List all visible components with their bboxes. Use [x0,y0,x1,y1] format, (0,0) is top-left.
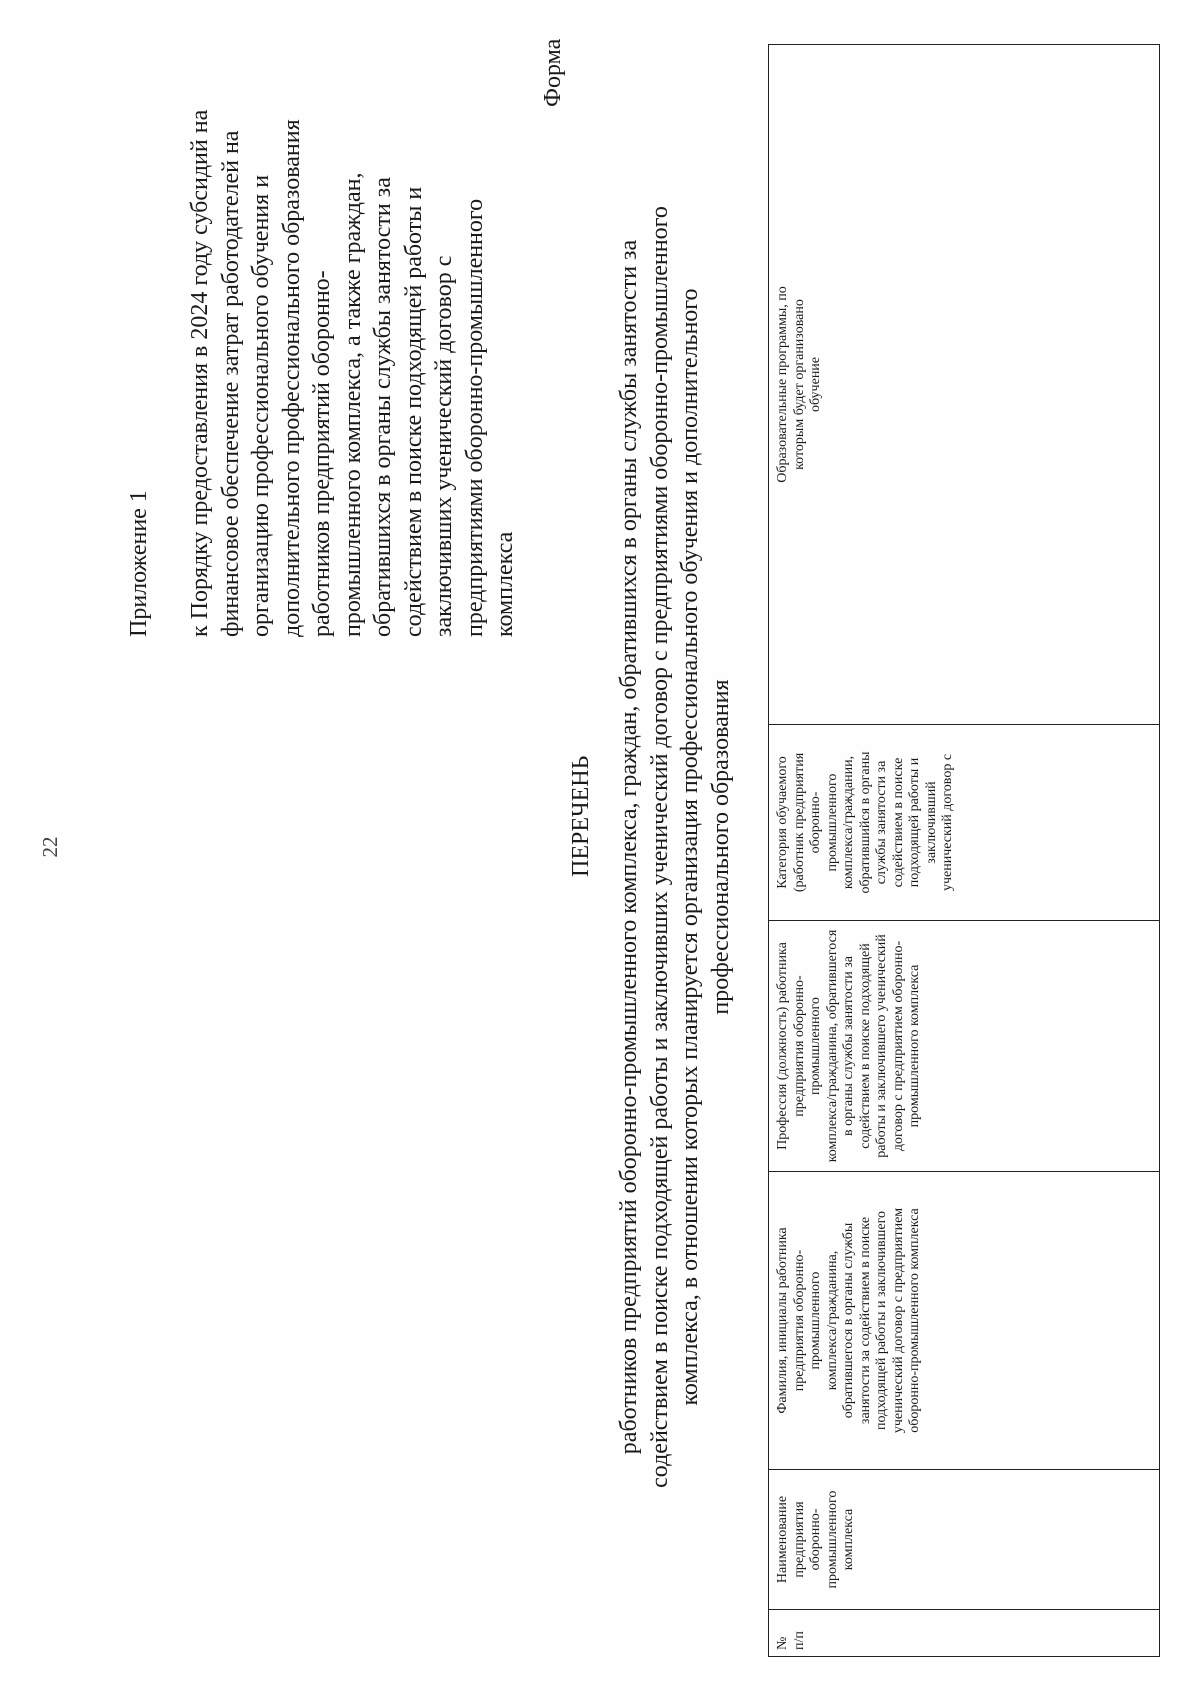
column-header-enterprise [769,1470,1160,1610]
table-header-row [769,45,1160,1657]
column-header-label: Образовательные программы, по которым будет организовано обучение [775,286,823,483]
column-header-label: Наименование предприятия оборонно- промышленного комплекса [775,1490,856,1589]
column-header-label: Фамилия, инициалы работника предприятия оборонно- промышленного комплекса/гражданина, обратившегося в органы службы занятости за содействием в поиске подходящей работы и заключившего ученический договор с предприятием оборонно-промышленного комплекса [775,1207,922,1434]
form-label: Форма [540,38,566,107]
column-header-profession [769,921,1160,1172]
appendix-title: Приложение 1 [126,490,152,637]
form-table [768,44,1160,1657]
document-heading: ПЕРЕЧЕНЬ [568,755,594,877]
column-header-label: Категория обучаемого (работник предприятия оборонно- промышленного комплекса/граждании, обратившийся в органы службы занятости за содействием в поиске подходящей работы и заключивший ученический договор с [775,751,955,894]
page-number: 22 [38,836,62,858]
column-header-label: № п/п [775,1631,807,1650]
column-header-programs [769,45,1160,725]
document-subtitle: работников предприятий оборонно-промышленного комплекса, граждан, обратившихся в органы службы занятости за содействием в поиске подходящей работы и заключивших ученический договор с предприятиями оборонно-промышленного комплекса, в отношении которых планируется организация профессионального обучения и дополнительного профессионального образования [616,206,734,1488]
column-header-label: Профессия (должность) работника предприятия оборонно- промышленного комплекса/гражданина, обратившегося в органы службы занятости за содействием в поиске подходящей работы и заключившего ученический договор с предприятием оборонно- промышленного комплекса [775,929,922,1163]
column-header-category [769,725,1160,921]
column-header-number [769,1610,1160,1657]
appendix-reference-text: к Порядку предоставления в 2024 году субсидий на финансовое обеспечение затрат работодателей на организацию профессионального обучения и дополнительного профессионального образования работников предприятий оборонно- промышленного комплекса, а также граждан, обратившихся в органы службы занятости за содействием в поиске подходящей работы и заключивших ученический договор с предприятиями оборонно-промышленного комплекса [187,109,518,637]
column-header-full-name [769,1172,1160,1470]
